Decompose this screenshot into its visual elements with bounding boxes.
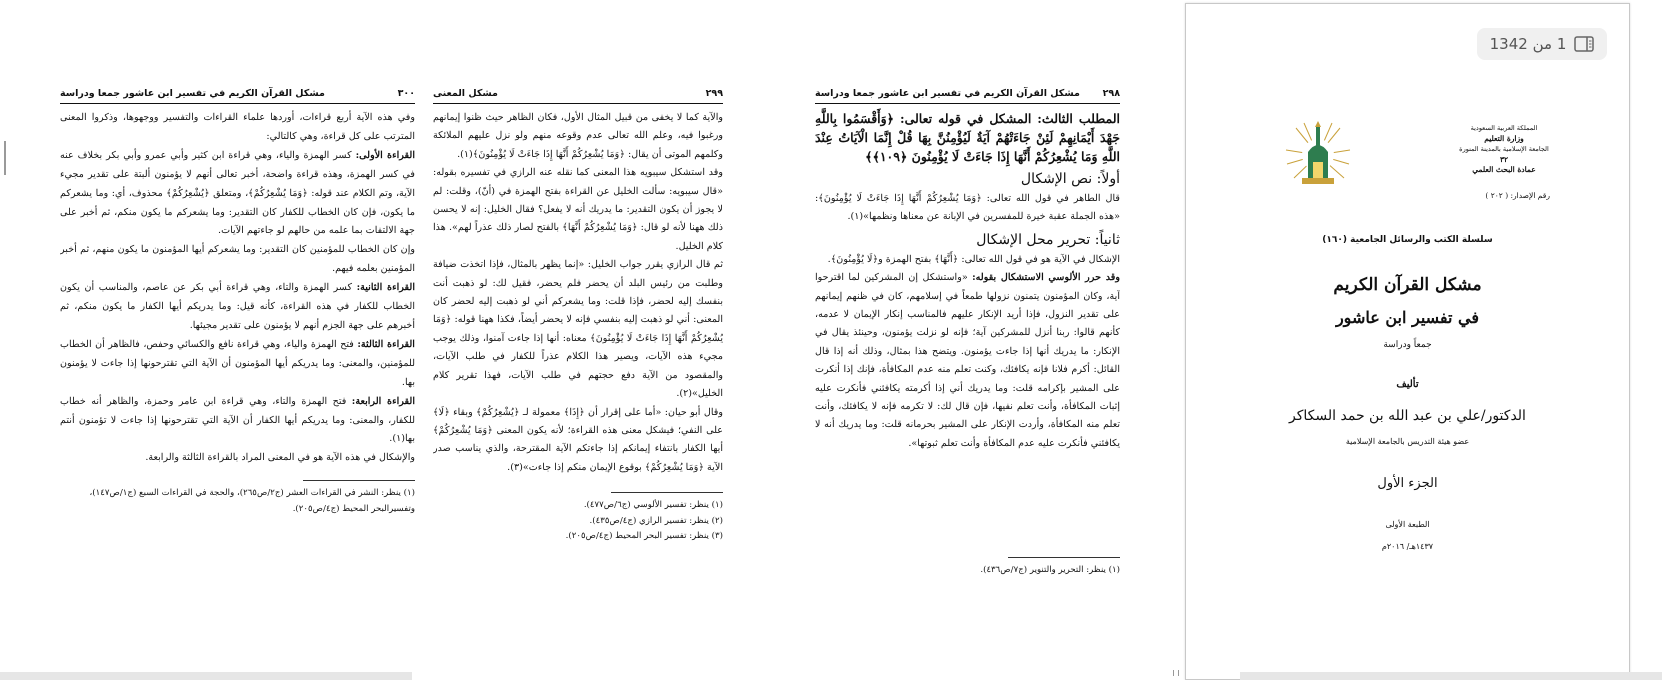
footnote: (١) ينظر: تفسير الألوسي (ج٦/ص٤٧٧). xyxy=(583,500,723,510)
reading-2 xyxy=(60,279,415,336)
ministry-block xyxy=(1458,123,1550,176)
book-page-299 xyxy=(433,0,723,680)
page-body xyxy=(60,109,415,468)
page-number: ٢٩٨ xyxy=(1102,87,1120,99)
author-name: الدكتور/علي بن عبد الله بن حمد السكاكر xyxy=(1289,408,1526,424)
page-number: ٢٩٩ xyxy=(705,87,723,99)
reading-text: كسر الهمزة والياء، وهي قراءة ابن كثير وأبي عمرو وأبي بكر بخلاف عنه في كسر الهمزة، وهذه قراءة واضحة، أخبر تعالى أنهم لا يؤمنون ألبتة على تقدير مجيء الآية، وتم الكلام عند قوله: ﴿وَمَا يُشْعِرُكُمْ﴾، ومتعلق ﴿يُشْعِرُكُمْ﴾ محذوف، أي: وما يشعركم ما يكون، فإن كان الخطاب للكفار كان التقدير: وما يشعركم ما يكون منكم، ثم أخبر على جهة الالتفات بما علمه من حالهم لو جاءتهم الآيات. xyxy=(60,149,415,237)
horizontal-scrollbar[interactable] xyxy=(0,672,412,680)
author-label: تأليف xyxy=(1396,379,1419,390)
book-page-298 xyxy=(815,0,1120,680)
paragraph: وقد استشكل سيبويه هذا المعنى كما نقله عنه الرازي في تفسيره بقوله: «قال سيبويه: سألت الخليل عن القراءة بفتح الهمزة في (أنّ)، وقلت: لم لا يجوز أن يكون التقدير: ما يدريك أنه لا يفعل؟ فقال الخليل: إنه لا يحسن ذلك ههنا لأنه لو قال: ﴿وَمَا يُشْعِرُكُمْ أَنَّهَا﴾ بالفتح لصار ذلك عذراً لهم». هذا كلام الخليل. xyxy=(433,167,723,252)
subheading: أولاً: نص الإشكال xyxy=(1020,171,1120,187)
footnote-rule xyxy=(303,480,415,481)
scroll-position-marker[interactable] xyxy=(4,141,6,175)
footnote: (١) ينظر: النشر في القراءات العشر (ج٢/ص٢٦٥)، والحجة في القراءات السبع (ج١/ص١٤٧)، وتفسيرالبحر المحيط (ج٤/ص٢٠٥). xyxy=(89,488,415,514)
footnote: (٣) ينظر: تفسير البحر المحيط (ج٤/ص٢٠٥). xyxy=(565,531,723,541)
university-logo-icon xyxy=(1284,120,1352,190)
header-rule xyxy=(815,103,1120,104)
page-header xyxy=(433,86,723,100)
reading-heading: القراءة الثانية: xyxy=(356,282,415,294)
footnote-rule xyxy=(1008,557,1120,558)
paragraph: قال الطاهر في قول الله تعالى: ﴿وَمَا يُشْعِرُكُمْ أَنَّهَا إِذَا جَاءَتْ لَا يُؤْمِنُونَ﴾: «هذه الجملة عقبة خيرة للمفسرين في الإبانة عن معناها ونظمها»(١). xyxy=(815,193,1120,223)
footnote: (١) ينظر: التحرير والتنوير (ج٧/ص٤٣٦). xyxy=(980,565,1120,575)
footnotes xyxy=(815,563,1120,579)
paragraph: وقال أبو حيان: «أما على إقرار أن ﴿إِذَا﴾ معمولة لـ ﴿يُشْعِرُكُمْ﴾ وبقاء ﴿لَا﴾ على النفي؛ فيشكل معنى هذه القراءة؛ لأنه يكون المعنى ﴿وَمَا يُشْعِرُكُمْ﴾ أيها الكفار بانتفاء إيمانكم إذا جاءتكم الآية المقترحة، والذي يناسب صدر الآية ﴿وَمَا يُشْعِرُكُمْ﴾ بوقوع الإيمان منكم إذا جاءت»(٣). xyxy=(433,406,723,473)
subheading: ثانياً: تحرير محل الإشكال xyxy=(976,231,1120,248)
issue-number: رقم الإصدار: ( ٢٠٢ ) xyxy=(1485,191,1550,200)
edition-label: الطبعة الأولى xyxy=(1385,520,1430,529)
ministry-line: وزارة التعليم xyxy=(1484,133,1524,143)
paragraph: والآية كما لا يخفى من قبيل المثال الأول، فكان الظاهر حيث ظنوا إيمانهم ورغبوا فيه، وعلم الله تعالى عدم وقوعه منهم ولو نزل عليهم الملائكة وكلمهم الموتى أن يقال: ﴿وَمَا يُشْعِرُكُمْ أَنَّهَا إِذَا جَاءَتْ لَا يُؤْمِنُونَ﴾(١). xyxy=(433,112,723,160)
reading-heading: القراءة الأولى: xyxy=(355,149,415,161)
author-title: عضو هيئة التدريس بالجامعة الإسلامية xyxy=(1345,437,1470,446)
intro-paragraph: وفي هذه الآية أربع قراءات، أوردها علماء القراءات والتفسير ووجهوها، وذكروا المعنى المترتب على كل قراءة، وهي كالتالي: xyxy=(60,112,415,142)
footnote-rule xyxy=(611,492,723,493)
reading-heading: القراءة الرابعة: xyxy=(351,395,415,407)
footnote: (٢) ينظر: تفسير الرازي (ج٤/ص٤٣٥). xyxy=(589,515,723,526)
reading-4 xyxy=(60,393,415,450)
footnotes xyxy=(60,486,415,517)
paragraph-lead: وقد حرر الألوسي الاستشكال بقوله: xyxy=(972,272,1120,284)
page-body xyxy=(433,109,723,477)
page-number: ٣٠٠ xyxy=(397,87,415,99)
paragraph: الإشكال في الآية هو في قول الله تعالى: ﴿أَنَّهَا﴾ بفتح الهمزة و﴿لَا يُؤْمِنُونَ﴾. xyxy=(827,253,1120,265)
reading-text: كسر الهمزة والتاء، وهي قراءة أبي بكر عن عاصم، والمناسب أن يكون الخطاب للكفار في هذه القراءة، كأنه قيل: وما يدريكم أيها الكفار ما يكون منكم، ثم أخبرهم على جهة الجزم أنهم لا يؤمنون على تقدير مجيئها. xyxy=(60,282,415,331)
page-indicator[interactable] xyxy=(1477,28,1607,60)
volume-label: الجزء الأول xyxy=(1377,476,1438,491)
reading-heading: القراءة الثالثة: xyxy=(357,338,415,350)
book-subtitle: جمعاً ودراسة xyxy=(1383,340,1432,350)
publication-year: ١٤٣٧هـ/ ٢٠١٦م xyxy=(1381,542,1434,551)
page-header xyxy=(815,86,1120,100)
paragraph: وقد حرر الألوسي الاستشكال بقوله: «واستشكل إن المشركين لما اقترحوا آية، وكان المؤمنون يتمنون نزولها طمعاً في إسلامهم، كان في ظنهم إيمانهم على تقدير النزول، فإذا أريد الإنكار عليهم فالمناسب إنكار الإيمان لا عدمه، كأنهم قالوا: ربنا أنزل للمشركين آية؛ فإنه لو نزلت يؤمنون، وحينئذ يقال في الإنكار: ما يدريك أنها إذا جاءت يؤمنون. ويتضح هذا بمثال، وذلك أنه إذا قال القائل: أكرم فلانا فإنه يكافئك، وكنت تعلم منه عدم المكافأة، فإنك إذا أنكرت على المشير بإكرامه قلت: وما يدريك أني إذا أكرمته يكافئني فأنكرت عليه إثبات المكافأة، وأنت تعلم نفيها، فإن قال لك: لا تكرمه فإنه لا يكافئك، وأنت تعلم منه المكافأة، وأردت الإنكار على المشير بحرمانه قلت: وما يدريك أنه لا يكافئني فأنكرت عليه عدم المكافأة وأنت تعلم ثبوتها». xyxy=(815,272,1120,449)
quran-verse: ﴿وَأَقْسَمُوا بِاللَّهِ جَهْدَ أَيْمَانِهِمْ لَئِنْ جَاءَتْهُمْ آيَةٌ لَيُؤْمِنُنَّ بِهَا قُلْ إِنَّمَا الْآيَاتُ عِنْدَ اللَّهِ وَمَا يُشْعِرُكُمْ أَنَّهَا إِذَا جَاءَتْ لَا يُؤْمِنُونَ ﴿١٠٩﴾﴾ xyxy=(815,111,1120,164)
sidebar-toggle-icon[interactable] xyxy=(1574,36,1594,52)
cover-page[interactable] xyxy=(1185,3,1630,680)
section-title: المطلب الثالث: المشكل في قوله تعالى: ﴿وَأَقْسَمُوا بِاللَّهِ جَهْدَ أَيْمَانِهِمْ لَئِنْ جَاءَتْهُمْ آيَةٌ لَيُؤْمِنُنَّ بِهَا قُلْ إِنَّمَا الْآيَاتُ عِنْدَ اللَّهِ وَمَا يُشْعِرُكُمْ أَنَّهَا إِذَا جَاءَتْ لَا يُؤْمِنُونَ ﴿١٠٩﴾﴾ xyxy=(815,111,1120,164)
header-title: مشكل المعنى xyxy=(433,87,498,99)
ministry-line: المملكة العربية السعودية xyxy=(1470,124,1538,132)
book-page-300 xyxy=(60,0,415,680)
closing-paragraph: والإشكال في هذه الآية هو في المعنى المراد بالقراءة الثالثة والرابعة. xyxy=(145,452,415,464)
page-body xyxy=(815,109,1120,453)
reading-1-continued: وإن كان الخطاب للمؤمنين كان التقدير: وما يشعركم أيها المؤمنون ما يكون منهم، ثم أخبر المؤمنين بعلمه فيهم. xyxy=(60,244,415,275)
ministry-line: ٣٢ xyxy=(1499,154,1509,164)
book-title-line2: في تفسير ابن عاشور xyxy=(1335,308,1480,327)
series-label: سلسلة الكتب والرسائل الجامعية (١٦٠) xyxy=(1322,235,1493,245)
header-rule xyxy=(433,103,723,104)
page-header xyxy=(60,86,415,100)
book-title: مشكل القرآن الكريم xyxy=(1333,275,1482,295)
footnotes xyxy=(433,498,723,545)
ministry-line: عمادة البحث العلمي xyxy=(1472,165,1536,174)
header-title: مشكل القرآن الكريم في تفسير ابن عاشور جمعا ودراسة xyxy=(815,87,1080,99)
resize-handle-icon[interactable] xyxy=(1173,670,1179,676)
reading-text: فتح الهمزة والياء، وهي قراءة نافع والكسائي وحفص، فالظاهر أن الخطاب للمؤمنين، والمعنى: وما يدريكم أيها المؤمنون أن الآية التي تقترحونها إذا جاءت لا يؤمنون بها. xyxy=(60,338,415,388)
page-count-label: 1 من 1342 xyxy=(1489,35,1567,53)
reading-1 xyxy=(60,147,415,242)
header-title: مشكل القرآن الكريم في تفسير ابن عاشور جمعا ودراسة xyxy=(60,87,325,99)
header-rule xyxy=(60,103,415,104)
reading-text: فتح الهمزة والتاء، وهي قراءة ابن عامر وحمزة، والظاهر أنه خطاب للكفار، والمعنى: وما يدريكم أيها الكفار أن الآية التي تقترحونها إذا جاءت لا تؤمنون أنتم بها(١). xyxy=(60,395,415,445)
paragraph: ثم قال الرازي يقرر جواب الخليل: «إنما يظهر بالمثال، فإذا اتخذت ضيافة وطلبت من رئيس البلد أن يحضر فلم يحضر، فقيل لك: لو ذهبت أنت بنفسك إليه لحضر، فإذا قلت: وما يشعركم أني لو ذهبت إليه لحضر كان المعنى: أني لو ذهبت إليه بنفسي فإنه لا يحضر أيضاً، فكذا ههنا قوله: ﴿وَمَا يُشْعِرُكُمْ أَنَّهَا إِذَا جَاءَتْ لَا يُؤْمِنُونَ﴾ معناه: أنها إذا جاءت آمنوا، وذلك يوجب مجيء هذه الآيات، ويصير هذا الكلام عذراً للكفار في طلب الآيات، والمقصود من الآية دفع حجتهم في طلب الآيات، فهذا تقرير كلام الخليل»(٢). xyxy=(433,259,723,400)
reading-3 xyxy=(60,336,415,393)
ministry-line: الجامعة الإسلامية بالمدينة المنورة xyxy=(1459,145,1549,153)
horizontal-scrollbar-right[interactable] xyxy=(1240,672,1662,680)
